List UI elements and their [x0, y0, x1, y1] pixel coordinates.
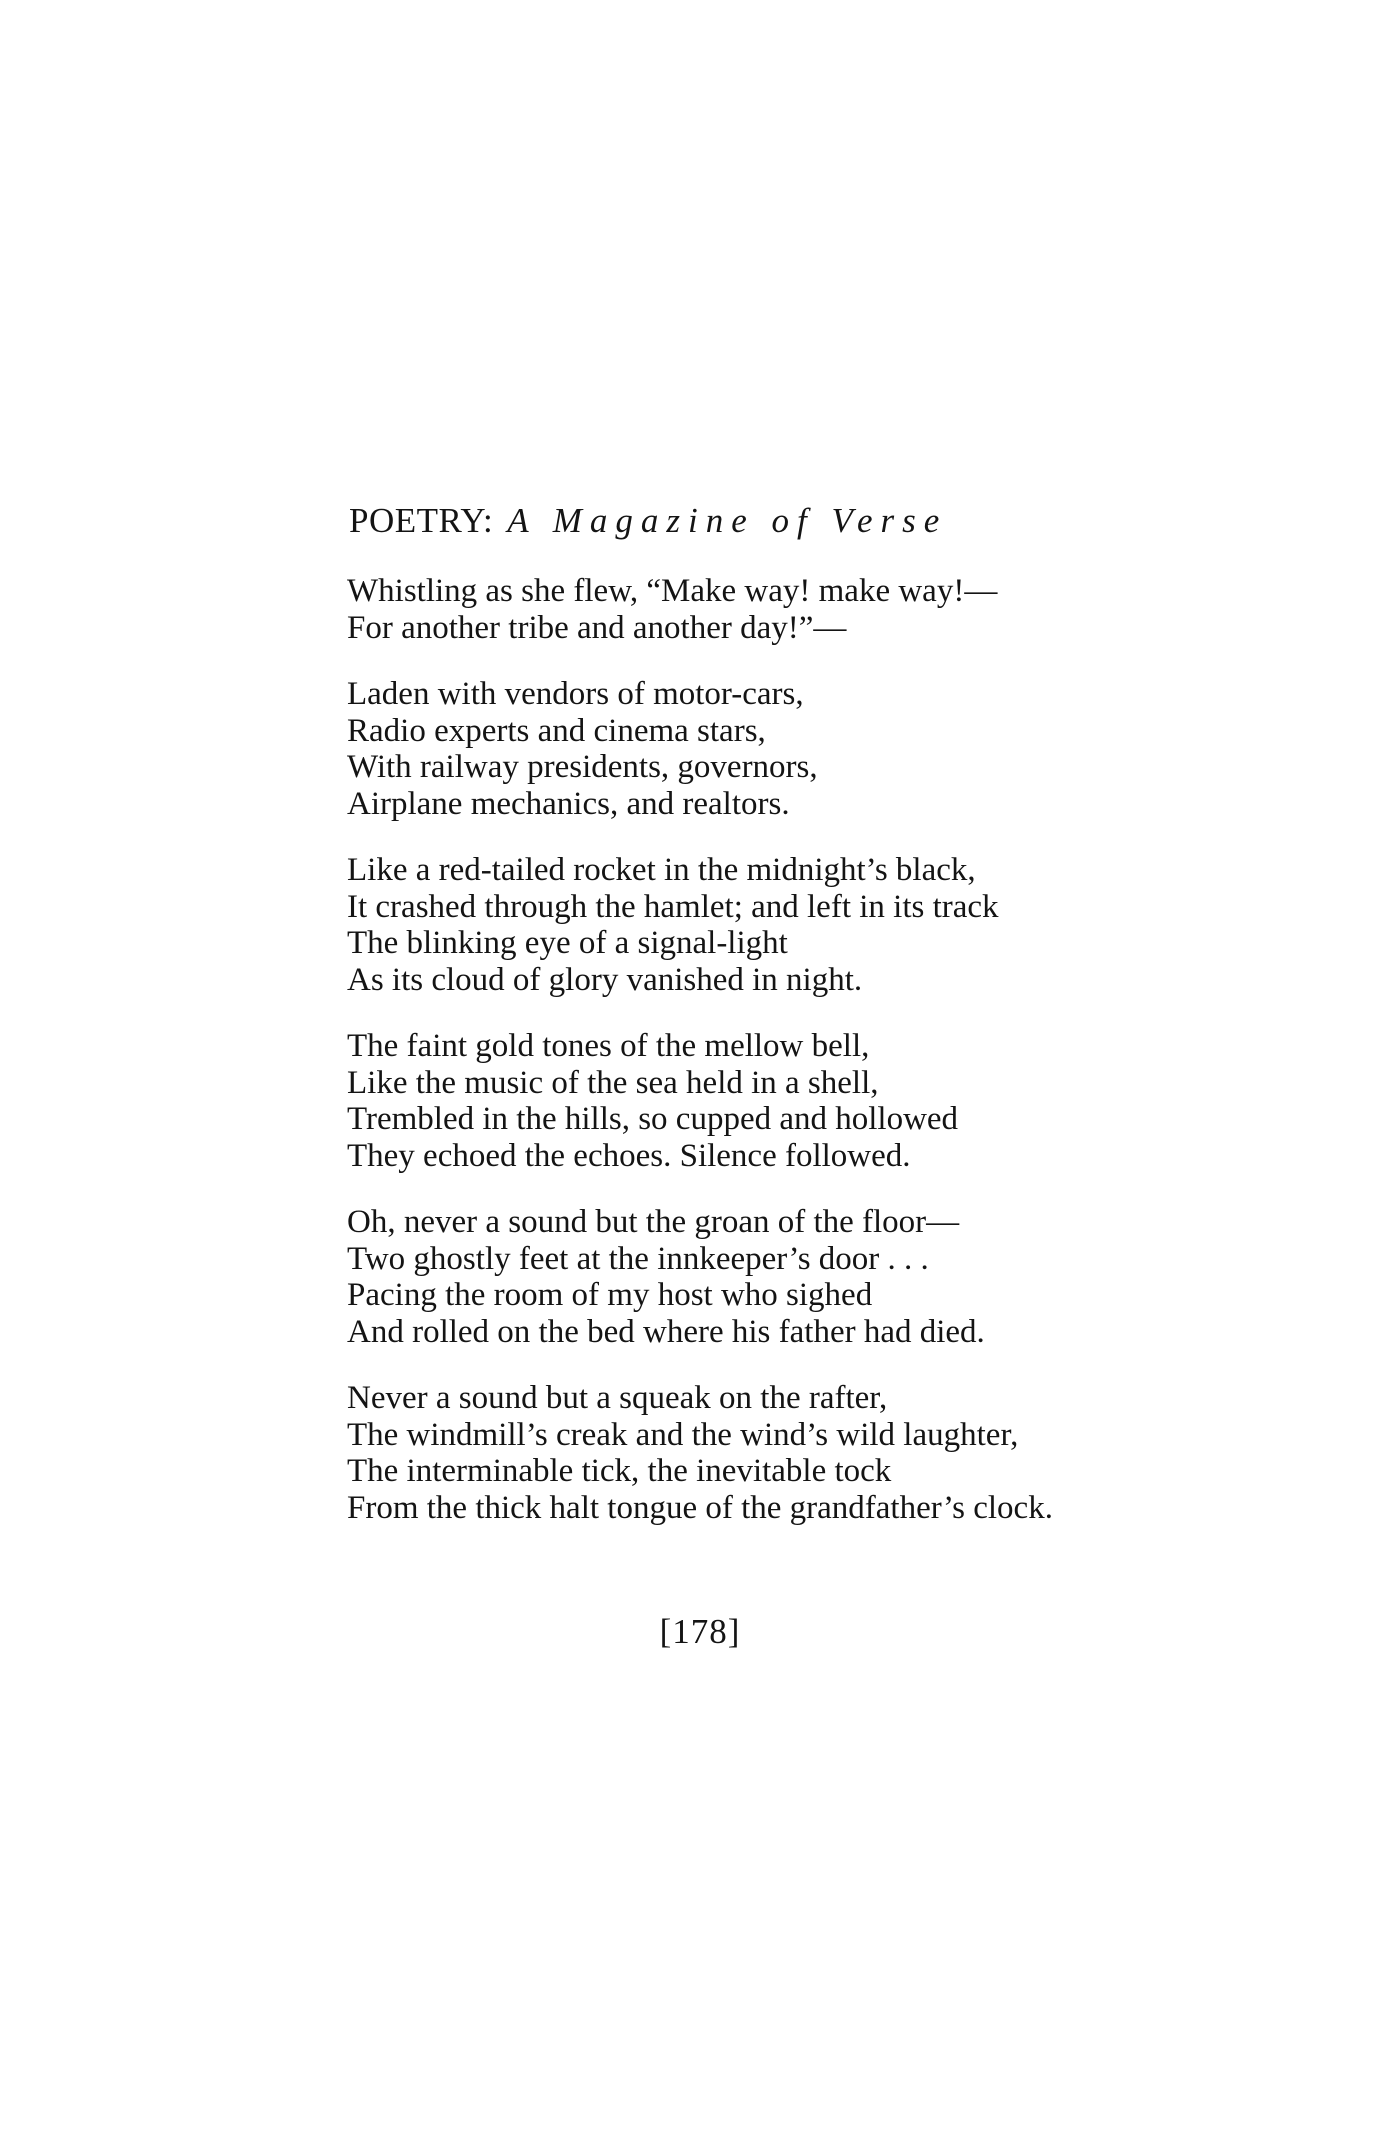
poem-line: Like the music of the sea held in a shell, [347, 1064, 879, 1101]
poem-body [347, 573, 1347, 1556]
poem-line: As its cloud of glory vanished in night. [347, 961, 863, 998]
poem-line: For another tribe and another day!”— [347, 609, 847, 646]
poem-line: The windmill’s creak and the wind’s wild laughter, [347, 1416, 1019, 1453]
poem-line: And rolled on the bed where his father had died. [347, 1313, 985, 1350]
stanza-6 [347, 1380, 1347, 1526]
poem-line: Pacing the room of my host who sighed [347, 1277, 873, 1313]
running-header [349, 498, 947, 544]
poem-line: Never a sound but a squeak on the rafter, [347, 1380, 888, 1416]
poem-line: From the thick halt tongue of the grandfather’s clock. [347, 1489, 1053, 1526]
poem-line: Like a red-tailed rocket in the midnight’s black, [347, 852, 976, 888]
journal-name: POETRY: [349, 501, 494, 540]
poem-line: Airplane mechanics, and realtors. [347, 785, 790, 822]
page-number: [178] [659, 1612, 741, 1651]
stanza-1 [347, 573, 1347, 646]
stanza-5 [347, 1204, 1347, 1350]
poem-line: Two ghostly feet at the innkeeper’s door . . . [347, 1240, 929, 1277]
poem-line: Whistling as she flew, “Make way! make way!— [347, 573, 998, 609]
poem-line: The faint gold tones of the mellow bell, [347, 1028, 870, 1064]
poem-line: The blinking eye of a signal-light [347, 925, 788, 961]
poem-line: Oh, never a sound but the groan of the floor— [347, 1204, 960, 1240]
poem-line: Trembled in the hills, so cupped and hollowed [347, 1101, 959, 1137]
poem-line: Radio experts and cinema stars, [347, 712, 766, 749]
stanza-3 [347, 852, 1347, 998]
poem-line: Laden with vendors of motor-cars, [347, 676, 804, 712]
poem-line: With railway presidents, governors, [347, 749, 818, 785]
stanza-4 [347, 1028, 1347, 1174]
journal-subtitle: A Magazine of Verse [507, 501, 948, 540]
poem-line: They echoed the echoes. Silence followed. [347, 1137, 911, 1174]
stanza-2 [347, 676, 1347, 822]
poem-line: It crashed through the hamlet; and left in its track [347, 888, 999, 925]
poem-line: The interminable tick, the inevitable tock [347, 1453, 892, 1489]
